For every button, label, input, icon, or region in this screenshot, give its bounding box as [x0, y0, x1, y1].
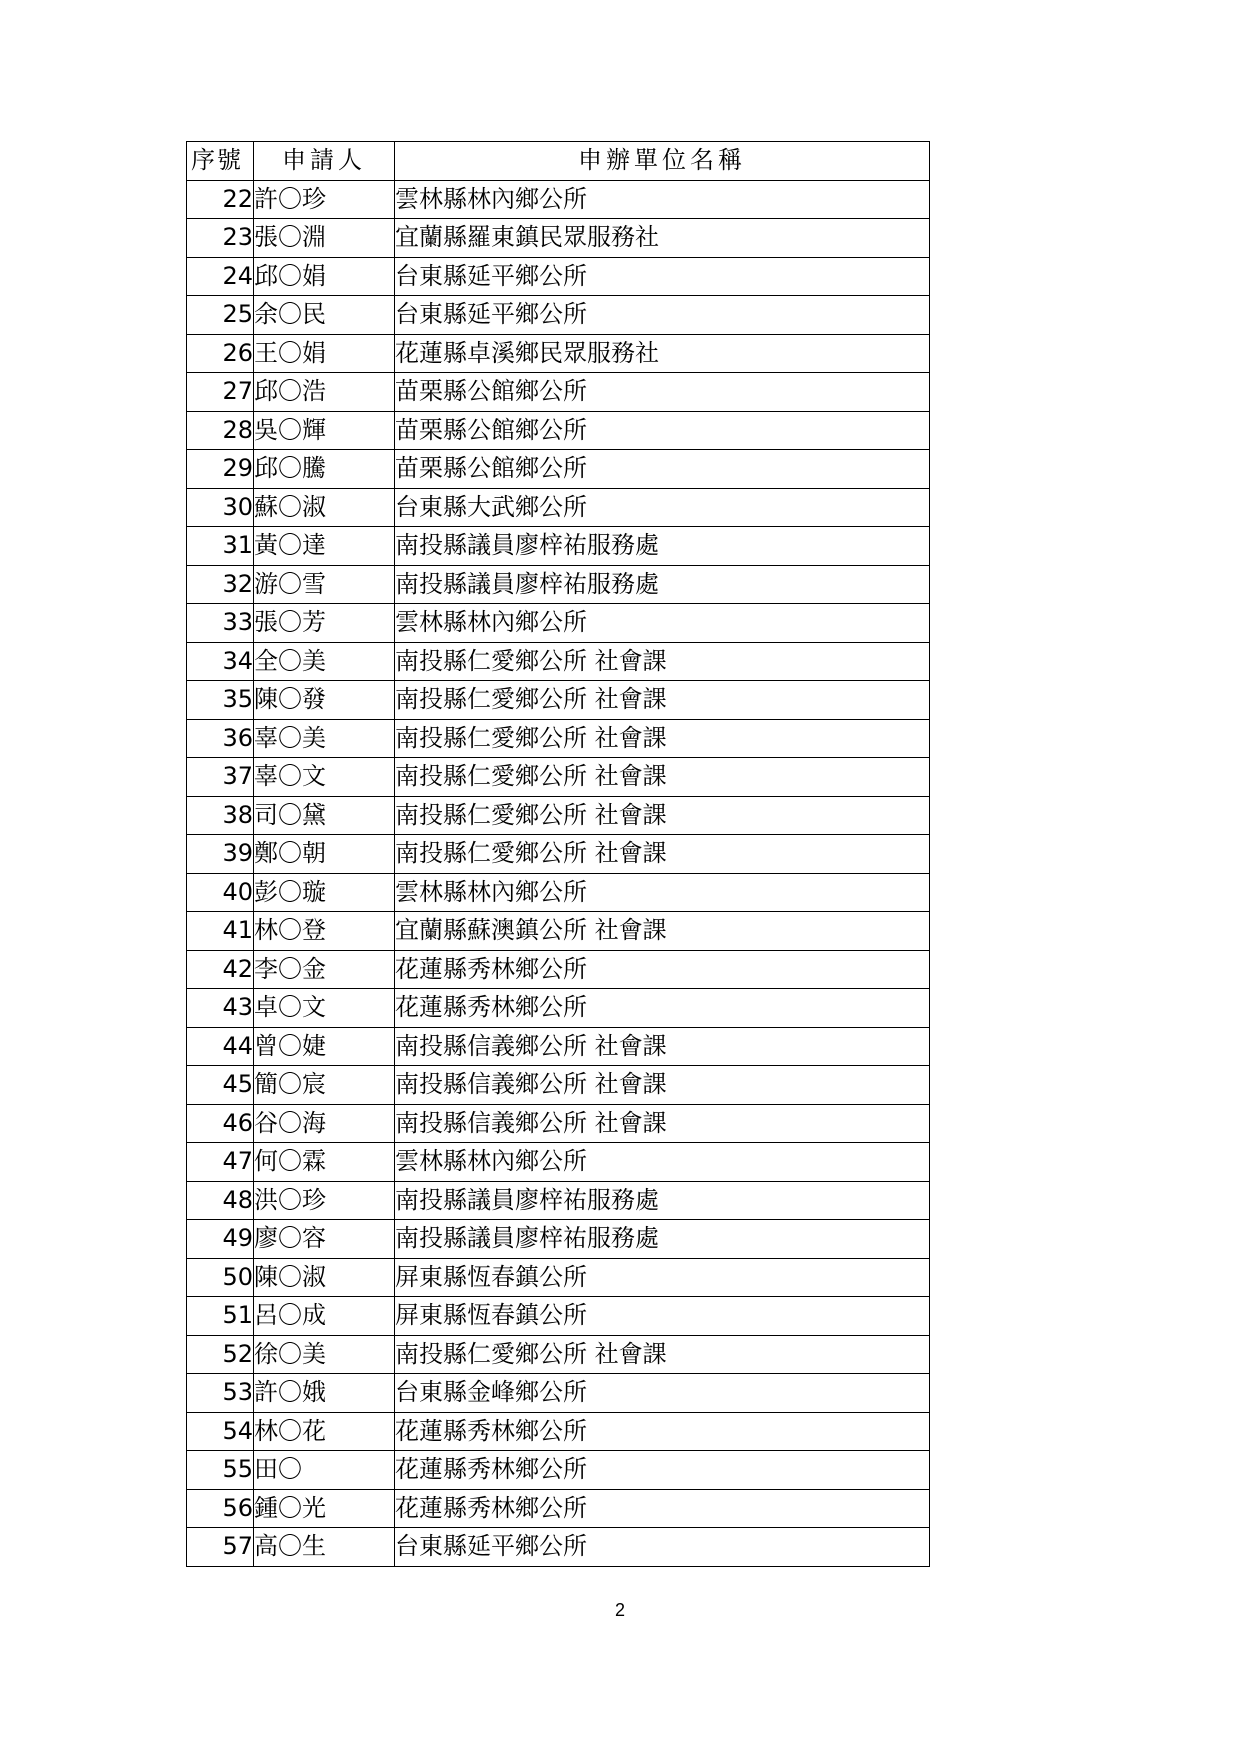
row-unit-name: 花蓮縣秀林鄉公所 [395, 1489, 930, 1528]
row-unit-name: 宜蘭縣蘇澳鎮公所 社會課 [395, 912, 930, 951]
row-seq: 53 [187, 1374, 254, 1413]
row-unit-name: 南投縣信義鄉公所 社會課 [395, 1066, 930, 1105]
row-seq: 34 [187, 642, 254, 681]
table-row [187, 411, 930, 450]
table-row [187, 1374, 930, 1413]
header-seq: 序號 [187, 142, 254, 181]
row-applicant-name: 司〇黛 [254, 796, 395, 835]
row-unit-name: 南投縣仁愛鄉公所 社會課 [395, 1335, 930, 1374]
row-seq: 51 [187, 1297, 254, 1336]
row-seq: 27 [187, 373, 254, 412]
row-seq: 47 [187, 1143, 254, 1182]
row-seq: 31 [187, 527, 254, 566]
table-row [187, 989, 930, 1028]
row-unit-name: 南投縣信義鄉公所 社會課 [395, 1027, 930, 1066]
row-applicant-name: 邱〇娟 [254, 257, 395, 296]
row-seq: 22 [187, 180, 254, 219]
table-row [187, 1335, 930, 1374]
row-seq: 55 [187, 1451, 254, 1490]
table-header-row [187, 142, 930, 181]
table-row [187, 835, 930, 874]
row-unit-name: 花蓮縣秀林鄉公所 [395, 950, 930, 989]
row-seq: 25 [187, 296, 254, 335]
row-applicant-name: 廖〇容 [254, 1220, 395, 1259]
page-number: 2 [614, 1600, 625, 1620]
row-seq: 46 [187, 1104, 254, 1143]
row-seq: 29 [187, 450, 254, 489]
table-row [187, 296, 930, 335]
row-applicant-name: 辜〇美 [254, 719, 395, 758]
table-row [187, 1104, 930, 1143]
row-seq: 32 [187, 565, 254, 604]
row-seq: 23 [187, 219, 254, 258]
row-unit-name: 南投縣議員廖梓祐服務處 [395, 1181, 930, 1220]
row-seq: 39 [187, 835, 254, 874]
row-unit-name: 台東縣延平鄉公所 [395, 1528, 930, 1567]
row-unit-name: 花蓮縣秀林鄉公所 [395, 989, 930, 1028]
row-unit-name: 南投縣仁愛鄉公所 社會課 [395, 796, 930, 835]
row-unit-name: 南投縣仁愛鄉公所 社會課 [395, 719, 930, 758]
row-seq: 42 [187, 950, 254, 989]
row-seq: 33 [187, 604, 254, 643]
table-row [187, 681, 930, 720]
row-seq: 56 [187, 1489, 254, 1528]
row-applicant-name: 鄭〇朝 [254, 835, 395, 874]
table-row [187, 180, 930, 219]
row-unit-name: 苗栗縣公館鄉公所 [395, 411, 930, 450]
row-unit-name: 南投縣議員廖梓祐服務處 [395, 527, 930, 566]
table-row [187, 565, 930, 604]
row-unit-name: 南投縣議員廖梓祐服務處 [395, 565, 930, 604]
table-body [187, 180, 930, 1566]
row-unit-name: 花蓮縣卓溪鄉民眾服務社 [395, 334, 930, 373]
table-row [187, 1181, 930, 1220]
header-applicant: 申請人 [254, 142, 395, 181]
table-row [187, 1066, 930, 1105]
header-unit: 申辦單位名稱 [395, 142, 930, 181]
table-row [187, 1258, 930, 1297]
table-row [187, 758, 930, 797]
table-row [187, 642, 930, 681]
row-unit-name: 南投縣仁愛鄉公所 社會課 [395, 642, 930, 681]
row-applicant-name: 曾〇婕 [254, 1027, 395, 1066]
row-unit-name: 南投縣議員廖梓祐服務處 [395, 1220, 930, 1259]
row-unit-name: 苗栗縣公館鄉公所 [395, 373, 930, 412]
row-applicant-name: 黃〇達 [254, 527, 395, 566]
table-row [187, 373, 930, 412]
row-applicant-name: 邱〇騰 [254, 450, 395, 489]
row-unit-name: 宜蘭縣羅東鎮民眾服務社 [395, 219, 930, 258]
row-applicant-name: 洪〇珍 [254, 1181, 395, 1220]
row-seq: 28 [187, 411, 254, 450]
row-seq: 37 [187, 758, 254, 797]
table-row [187, 912, 930, 951]
row-seq: 30 [187, 488, 254, 527]
row-applicant-name: 彭〇璇 [254, 873, 395, 912]
row-unit-name: 屏東縣恆春鎮公所 [395, 1258, 930, 1297]
row-seq: 41 [187, 912, 254, 951]
row-applicant-name: 林〇花 [254, 1412, 395, 1451]
row-applicant-name: 余〇民 [254, 296, 395, 335]
row-applicant-name: 田〇 [254, 1451, 395, 1490]
row-unit-name: 花蓮縣秀林鄉公所 [395, 1412, 930, 1451]
row-seq: 50 [187, 1258, 254, 1297]
row-applicant-name: 鍾〇光 [254, 1489, 395, 1528]
table-row [187, 873, 930, 912]
row-applicant-name: 卓〇文 [254, 989, 395, 1028]
row-seq: 26 [187, 334, 254, 373]
row-seq: 48 [187, 1181, 254, 1220]
row-unit-name: 南投縣仁愛鄉公所 社會課 [395, 835, 930, 874]
row-applicant-name: 全〇美 [254, 642, 395, 681]
row-applicant-name: 王〇娟 [254, 334, 395, 373]
table-row [187, 1297, 930, 1336]
row-applicant-name: 蘇〇淑 [254, 488, 395, 527]
row-applicant-name: 呂〇成 [254, 1297, 395, 1336]
table-row [187, 1412, 930, 1451]
row-applicant-name: 許〇娥 [254, 1374, 395, 1413]
row-applicant-name: 游〇雪 [254, 565, 395, 604]
row-applicant-name: 李〇金 [254, 950, 395, 989]
row-unit-name: 屏東縣恆春鎮公所 [395, 1297, 930, 1336]
table-row [187, 1451, 930, 1490]
row-applicant-name: 許〇珍 [254, 180, 395, 219]
table-row [187, 604, 930, 643]
row-applicant-name: 簡〇宸 [254, 1066, 395, 1105]
row-applicant-name: 張〇芳 [254, 604, 395, 643]
row-seq: 44 [187, 1027, 254, 1066]
row-applicant-name: 林〇登 [254, 912, 395, 951]
row-unit-name: 南投縣信義鄉公所 社會課 [395, 1104, 930, 1143]
row-applicant-name: 何〇霖 [254, 1143, 395, 1182]
row-unit-name: 苗栗縣公館鄉公所 [395, 450, 930, 489]
row-applicant-name: 高〇生 [254, 1528, 395, 1567]
row-applicant-name: 徐〇美 [254, 1335, 395, 1374]
row-applicant-name: 谷〇海 [254, 1104, 395, 1143]
row-seq: 43 [187, 989, 254, 1028]
row-seq: 49 [187, 1220, 254, 1259]
row-unit-name: 雲林縣林內鄉公所 [395, 604, 930, 643]
row-unit-name: 台東縣延平鄉公所 [395, 257, 930, 296]
table-row [187, 1489, 930, 1528]
row-seq: 52 [187, 1335, 254, 1374]
row-unit-name: 台東縣延平鄉公所 [395, 296, 930, 335]
row-unit-name: 南投縣仁愛鄉公所 社會課 [395, 681, 930, 720]
row-unit-name: 台東縣大武鄉公所 [395, 488, 930, 527]
row-unit-name: 花蓮縣秀林鄉公所 [395, 1451, 930, 1490]
table-row [187, 1528, 930, 1567]
row-applicant-name: 辜〇文 [254, 758, 395, 797]
row-seq: 57 [187, 1528, 254, 1567]
table-row [187, 257, 930, 296]
row-applicant-name: 吳〇輝 [254, 411, 395, 450]
table-row [187, 527, 930, 566]
table-row [187, 450, 930, 489]
table-row [187, 719, 930, 758]
row-unit-name: 雲林縣林內鄉公所 [395, 180, 930, 219]
table-row [187, 219, 930, 258]
row-unit-name: 雲林縣林內鄉公所 [395, 873, 930, 912]
table-row [187, 488, 930, 527]
row-seq: 40 [187, 873, 254, 912]
row-unit-name: 南投縣仁愛鄉公所 社會課 [395, 758, 930, 797]
row-seq: 24 [187, 257, 254, 296]
table-row [187, 334, 930, 373]
table-row [187, 1220, 930, 1259]
table-row [187, 950, 930, 989]
table-row [187, 1143, 930, 1182]
row-seq: 38 [187, 796, 254, 835]
row-seq: 36 [187, 719, 254, 758]
row-applicant-name: 陳〇淑 [254, 1258, 395, 1297]
row-applicant-name: 邱〇浩 [254, 373, 395, 412]
table-row [187, 796, 930, 835]
row-unit-name: 台東縣金峰鄉公所 [395, 1374, 930, 1413]
row-seq: 45 [187, 1066, 254, 1105]
table-row [187, 1027, 930, 1066]
row-applicant-name: 陳〇發 [254, 681, 395, 720]
row-seq: 54 [187, 1412, 254, 1451]
applicant-table [186, 141, 930, 1567]
row-seq: 35 [187, 681, 254, 720]
row-applicant-name: 張〇淵 [254, 219, 395, 258]
row-unit-name: 雲林縣林內鄉公所 [395, 1143, 930, 1182]
